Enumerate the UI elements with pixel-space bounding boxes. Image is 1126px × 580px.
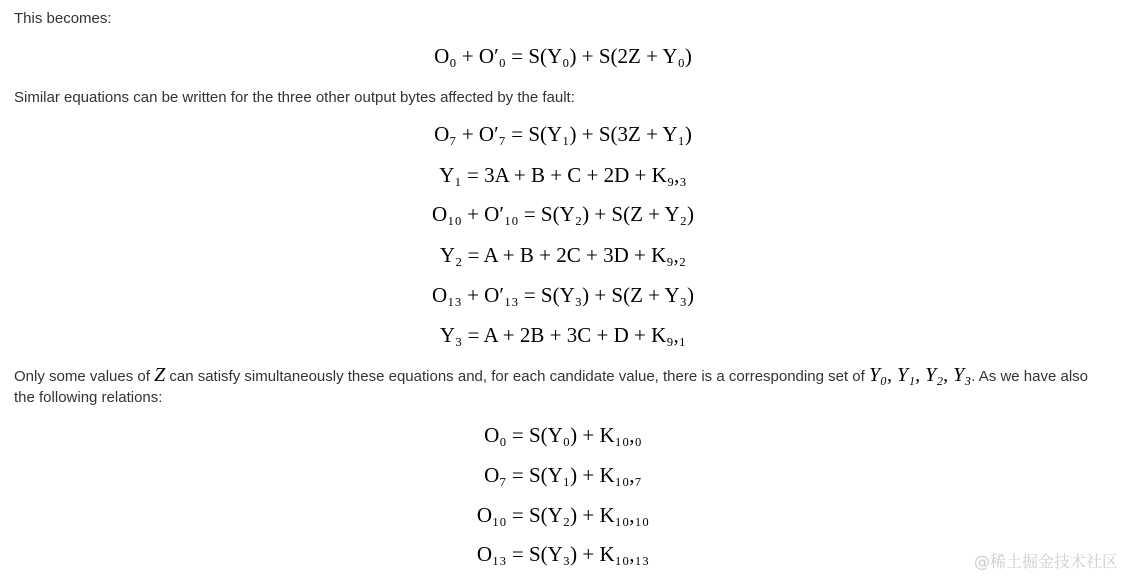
equation-10: O₁₀ = S(Y₂) + K₁₀,₁₀ [476,503,650,527]
math-y-set: Y₀, Y₁, Y₂, Y₃ [868,364,972,386]
paragraph-similar: Similar equations can be written for the three other output bytes affected by the fault: [14,89,575,106]
paragraph-only-post: . As we have also the following relations: [14,368,1088,406]
paragraph-only-mid: can satisfy simultaneously these equations and, for each candidate value, there is a corresponding set of [165,368,869,385]
equation-6: O₁₃ + O′₁₃ = S(Y₃) + S(Z + Y₃) [432,283,694,307]
math-z: Z [154,364,166,386]
equation-7: Y₃ = A + 2B + 3C + D + K₉,₁ [439,323,687,347]
watermark-text: @稀土掘金技术社区 [973,552,1118,571]
equation-3: Y₁ = 3A + B + C + 2D + K₉,₃ [439,163,687,187]
paragraph-only-some [14,365,1112,408]
equation-9: O₇ = S(Y₁) + K₁₀,₇ [484,463,642,487]
equation-4: O₁₀ + O′₁₀ = S(Y₂) + S(Z + Y₂) [432,202,694,226]
equation-5: Y₂ = A + B + 2C + 3D + K₉,₂ [439,243,687,267]
equation-8: O₀ = S(Y₀) + K₁₀,₀ [484,423,642,447]
equation-2: O₇ + O′₇ = S(Y₁) + S(3Z + Y₁) [434,122,692,146]
equation-1: O₀ + O′₀ = S(Y₀) + S(2Z + Y₀) [434,44,692,68]
equation-11: O₁₃ = S(Y₃) + K₁₀,₁₃ [476,542,650,566]
paragraph-intro: This becomes: [14,10,112,27]
paragraph-only-pre: Only some values of [14,368,155,385]
